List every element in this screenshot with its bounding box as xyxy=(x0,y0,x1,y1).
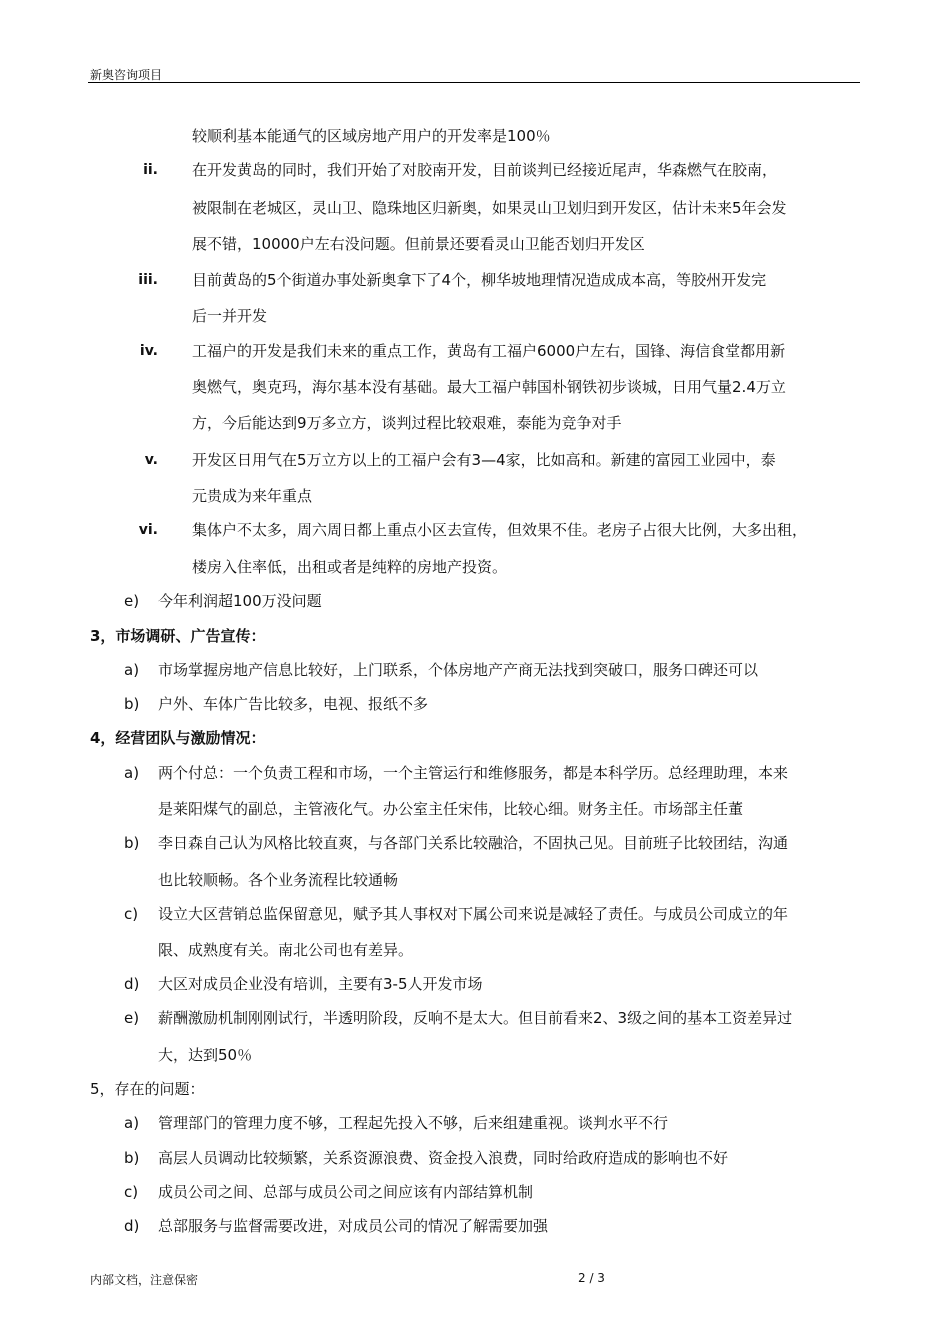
section-heading: 5，存在的问题： xyxy=(90,1080,205,1098)
list-marker: c) xyxy=(124,905,139,923)
text-line: 集体户不太多，周六周日都上重点小区去宣传，但效果不佳。老房子占很大比例，大多出租， xyxy=(192,521,808,539)
text-line: 成员公司之间、总部与成员公司之间应该有内部结算机制 xyxy=(158,1183,534,1201)
list-marker: b) xyxy=(124,1149,140,1167)
text-line: 在开发黄岛的同时，我们开始了对胶南开发，目前谈判已经接近尾声，华森燃气在胶南， xyxy=(192,161,778,179)
text-line: 方，今后能达到9万多立方，谈判过程比较艰难，泰能为竞争对手 xyxy=(192,414,622,432)
text-line: 两个付总：一个负责工程和市场，一个主管运行和维修服务，都是本科学历。总经理助理，本来 xyxy=(158,764,789,782)
text-line: 今年利润超100万没问题 xyxy=(158,592,322,610)
text-line: 较顺利基本能通气的区域房地产用户的开发率是100％ xyxy=(192,127,551,145)
text-line: 薪酬激励机制刚刚试行，半透明阶段，反响不是太大。但目前看来2、3级之间的基本工资差异过 xyxy=(158,1009,793,1027)
text-line: 是莱阳煤气的副总，主管液化气。办公室主任宋伟，比较心细。财务主任。市场部主任董 xyxy=(158,800,744,818)
list-marker: c) xyxy=(124,1183,139,1201)
list-marker: e) xyxy=(124,1009,140,1027)
text-line: 展不错，10000户左右没问题。但前景还要看灵山卫能否划归开发区 xyxy=(192,235,645,253)
text-line: 李日森自己认为风格比较直爽，与各部门关系比较融洽，不固执己见。目前班子比较团结，沟通 xyxy=(158,834,789,852)
text-line: 后一并开发 xyxy=(192,307,268,325)
text-line: 限、成熟度有关。南北公司也有差异。 xyxy=(158,941,414,959)
list-marker: b) xyxy=(124,834,140,852)
list-marker: a) xyxy=(124,1114,140,1132)
page-number: 2 / 3 xyxy=(578,1271,605,1285)
list-marker: e) xyxy=(124,592,140,610)
text-line: 奥燃气，奥克玛，海尔基本没有基础。最大工福户韩国朴钢铁初步谈城，日用气量2.4万立 xyxy=(192,378,786,396)
text-line: 也比较顺畅。各个业务流程比较通畅 xyxy=(158,871,399,889)
list-marker: a) xyxy=(124,764,140,782)
text-line: 元贵成为来年重点 xyxy=(192,487,313,505)
list-marker: v. xyxy=(144,452,158,468)
footer-confidential: 内部文档，注意保密 xyxy=(90,1273,199,1287)
list-marker: ii. xyxy=(143,162,158,178)
text-line: 大，达到50％ xyxy=(158,1046,253,1064)
text-line: 户外、车体广告比较多，电视、报纸不多 xyxy=(158,695,429,713)
text-line: 大区对成员企业没有培训，主要有3-5人开发市场 xyxy=(158,975,483,993)
list-marker: iv. xyxy=(139,343,158,359)
list-marker: b) xyxy=(124,695,140,713)
list-marker: d) xyxy=(124,1217,140,1235)
text-line: 被限制在老城区，灵山卫、隐珠地区归新奥，如果灵山卫划归到开发区，估计未来5年会发 xyxy=(192,199,787,217)
running-header: 新奥咨询项目 xyxy=(90,68,163,82)
header-rule xyxy=(88,82,860,83)
list-marker: iii. xyxy=(138,272,158,288)
list-marker: vi. xyxy=(138,522,158,538)
text-line: 目前黄岛的5个街道办事处新奥拿下了4个，柳华坡地理情况造成成本高，等胶州开发完 xyxy=(192,271,767,289)
section-heading: 4，经营团队与激励情况： xyxy=(90,729,266,747)
text-line: 总部服务与监督需要改进，对成员公司的情况了解需要加强 xyxy=(158,1217,549,1235)
list-marker: a) xyxy=(124,661,140,679)
text-line: 开发区日用气在5万立方以上的工福户会有3—4家，比如高和。新建的富园工业园中，泰 xyxy=(192,451,776,469)
list-marker: d) xyxy=(124,975,140,993)
text-line: 高层人员调动比较频繁，关系资源浪费、资金投入浪费，同时给政府造成的影响也不好 xyxy=(158,1149,729,1167)
text-line: 市场掌握房地产信息比较好，上门联系，个体房地产产商无法找到突破口，服务口碑还可以 xyxy=(158,661,759,679)
text-line: 管理部门的管理力度不够，工程起先投入不够，后来组建重视。谈判水平不行 xyxy=(158,1114,669,1132)
text-line: 工福户的开发是我们未来的重点工作，黄岛有工福户6000户左右，国锋、海信食堂都用新 xyxy=(192,342,786,360)
text-line: 设立大区营销总监保留意见，赋予其人事权对下属公司来说是减轻了责任。与成员公司成立的年 xyxy=(158,905,789,923)
text-line: 楼房入住率低，出租或者是纯粹的房地产投资。 xyxy=(192,558,508,576)
section-heading: 3，市场调研、广告宣传： xyxy=(90,627,266,645)
